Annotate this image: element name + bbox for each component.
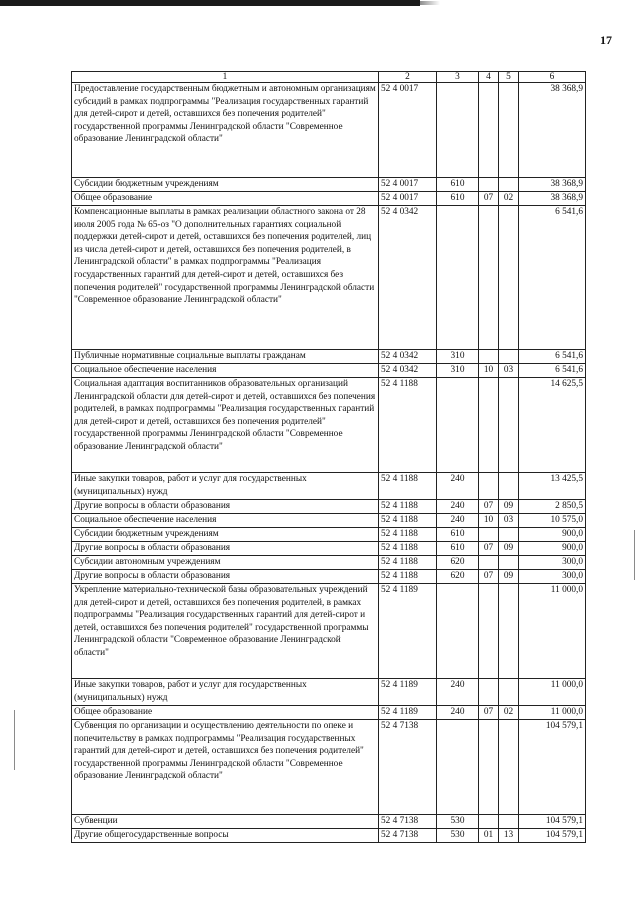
expense-name: Иные закупки товаров, работ и услуг для государственных (муниципальных) нужд <box>72 473 379 500</box>
amount-value: 6 541,6 <box>519 350 586 364</box>
amount-value: 11 000,0 <box>519 679 586 706</box>
subsection-code <box>499 815 519 829</box>
expense-name: Другие вопросы в области образования <box>72 570 379 584</box>
scan-margin-line <box>14 710 15 770</box>
section-code: 10 <box>479 514 499 528</box>
expense-name: Субсидии автономным учреждениям <box>72 556 379 570</box>
amount-value: 38 368,9 <box>519 178 586 192</box>
amount-value: 13 425,5 <box>519 473 586 500</box>
section-code: 01 <box>479 829 499 843</box>
expense-name: Субсидии бюджетным учреждениям <box>72 528 379 542</box>
expense-name: Общее образование <box>72 706 379 720</box>
section-code: 07 <box>479 542 499 556</box>
amount-value: 11 000,0 <box>519 584 586 679</box>
subsection-code <box>499 556 519 570</box>
expense-name: Другие общегосударственные вопросы <box>72 829 379 843</box>
column-header: 6 <box>519 72 586 83</box>
amount-value: 104 579,1 <box>519 720 586 815</box>
expense-name: Субвенции <box>72 815 379 829</box>
section-code <box>479 720 499 815</box>
target-article-code: 52 4 1188 <box>379 528 437 542</box>
section-code: 07 <box>479 500 499 514</box>
amount-value: 2 850,5 <box>519 500 586 514</box>
amount-value: 10 575,0 <box>519 514 586 528</box>
scan-edge-mark <box>0 0 420 6</box>
subsection-code: 09 <box>499 570 519 584</box>
subsection-code <box>499 528 519 542</box>
expense-name: Субвенция по организации и осуществлению деятельности по опеке и попечительству в рамках подпрограммы "Реализация государственных гарантий для детей-сирот и детей, оставшихся без попечения родителей" государственной программы Ленинградской области "Современное образование Ленинградской области" <box>72 720 379 815</box>
table-row <box>72 83 586 178</box>
column-header: 5 <box>499 72 519 83</box>
expense-type-code: 610 <box>437 178 479 192</box>
expense-type-code: 240 <box>437 679 479 706</box>
target-article-code: 52 4 7138 <box>379 720 437 815</box>
budget-table <box>71 71 586 843</box>
expense-name: Публичные нормативные социальные выплаты гражданам <box>72 350 379 364</box>
expense-type-code <box>437 378 479 473</box>
expense-name: Субсидии бюджетным учреждениям <box>72 178 379 192</box>
amount-value: 6 541,6 <box>519 206 586 350</box>
expense-type-code: 240 <box>437 500 479 514</box>
expense-name: Социальное обеспечение населения <box>72 514 379 528</box>
column-header: 3 <box>437 72 479 83</box>
target-article-code: 52 4 0017 <box>379 192 437 206</box>
subsection-code: 09 <box>499 542 519 556</box>
target-article-code: 52 4 1189 <box>379 679 437 706</box>
table-row <box>72 570 586 584</box>
subsection-code: 03 <box>499 364 519 378</box>
expense-name: Предоставление государственным бюджетным и автономным организациям субсидий в рамках подпрограммы "Реализация государственных гарантий для детей-сирот и детей, оставшихся без попечения родителей" государственной программы Ленинградской области "Современное образование Ленинградской области" <box>72 83 379 178</box>
amount-value: 38 368,9 <box>519 83 586 178</box>
expense-type-code <box>437 720 479 815</box>
amount-value: 104 579,1 <box>519 815 586 829</box>
subsection-code: 03 <box>499 514 519 528</box>
section-code <box>479 178 499 192</box>
subsection-code: 02 <box>499 706 519 720</box>
expense-type-code: 240 <box>437 514 479 528</box>
expense-name: Иные закупки товаров, работ и услуг для государственных (муниципальных) нужд <box>72 679 379 706</box>
target-article-code: 52 4 1188 <box>379 514 437 528</box>
expense-name: Социальная адаптация воспитанников образовательных организаций Ленинградской области для детей-сирот и детей, оставшихся без попечения родителей, в рамках подпрограммы "Реализация государственных гарантий для детей-сирот и детей, оставшихся без попечения родителей" государственной программы Ленинградской области "Современное образование Ленинградской области" <box>72 378 379 473</box>
section-code: 07 <box>479 570 499 584</box>
subsection-code: 09 <box>499 500 519 514</box>
section-code: 10 <box>479 364 499 378</box>
subsection-code: 02 <box>499 192 519 206</box>
table-row <box>72 528 586 542</box>
expense-type-code: 240 <box>437 706 479 720</box>
target-article-code: 52 4 1188 <box>379 500 437 514</box>
table-row <box>72 829 586 843</box>
target-article-code: 52 4 0017 <box>379 178 437 192</box>
table-row <box>72 720 586 815</box>
table-header-row <box>72 72 586 83</box>
table-row <box>72 178 586 192</box>
table-row <box>72 556 586 570</box>
section-code <box>479 556 499 570</box>
table-row <box>72 706 586 720</box>
expense-type-code: 530 <box>437 815 479 829</box>
expense-type-code <box>437 206 479 350</box>
expense-type-code: 610 <box>437 528 479 542</box>
page-number: 17 <box>600 33 612 47</box>
target-article-code: 52 4 1189 <box>379 584 437 679</box>
amount-value: 104 579,1 <box>519 829 586 843</box>
section-code <box>479 679 499 706</box>
section-code <box>479 815 499 829</box>
expense-name: Социальное обеспечение населения <box>72 364 379 378</box>
scan-edge-mark-fade <box>400 1 440 5</box>
subsection-code <box>499 679 519 706</box>
scan-margin-line <box>634 530 635 580</box>
target-article-code: 52 4 1188 <box>379 570 437 584</box>
amount-value: 14 625,5 <box>519 378 586 473</box>
column-header: 2 <box>379 72 437 83</box>
target-article-code: 52 4 0342 <box>379 350 437 364</box>
target-article-code: 52 4 0342 <box>379 364 437 378</box>
expense-type-code: 310 <box>437 350 479 364</box>
section-code <box>479 206 499 350</box>
section-code <box>479 350 499 364</box>
section-code <box>479 584 499 679</box>
table-row <box>72 679 586 706</box>
expense-type-code: 610 <box>437 192 479 206</box>
target-article-code: 52 4 1188 <box>379 473 437 500</box>
target-article-code: 52 4 0017 <box>379 83 437 178</box>
section-code: 07 <box>479 192 499 206</box>
table-row <box>72 350 586 364</box>
section-code <box>479 473 499 500</box>
subsection-code <box>499 206 519 350</box>
expense-name: Общее образование <box>72 192 379 206</box>
table-row <box>72 584 586 679</box>
subsection-code <box>499 473 519 500</box>
target-article-code: 52 4 1189 <box>379 706 437 720</box>
target-article-code: 52 4 1188 <box>379 542 437 556</box>
column-header: 4 <box>479 72 499 83</box>
target-article-code: 52 4 7138 <box>379 815 437 829</box>
section-code <box>479 528 499 542</box>
table-row <box>72 364 586 378</box>
expense-name: Другие вопросы в области образования <box>72 542 379 556</box>
target-article-code: 52 4 7138 <box>379 829 437 843</box>
expense-type-code <box>437 83 479 178</box>
section-code: 07 <box>479 706 499 720</box>
expense-name: Компенсационные выплаты в рамках реализации областного закона от 28 июля 2005 года № 65-оз "О дополнительных гарантиях социальной поддержки детей-сирот и детей, оставшихся без попечения родителей, лиц из числа детей-сирот и детей, оставшихся без попечения родителей, в Ленинградской области" в рамках подпрограммы "Реализация государственных гарантий для детей-сирот и детей, оставшихся без попечения родителей" государственной программы Ленинградской области "Современное образование Ленинградской области" <box>72 206 379 350</box>
subsection-code <box>499 378 519 473</box>
amount-value: 300,0 <box>519 570 586 584</box>
table-row <box>72 206 586 350</box>
subsection-code <box>499 83 519 178</box>
table-row <box>72 514 586 528</box>
section-code <box>479 83 499 178</box>
target-article-code: 52 4 0342 <box>379 206 437 350</box>
amount-value: 6 541,6 <box>519 364 586 378</box>
table-row <box>72 815 586 829</box>
amount-value: 900,0 <box>519 542 586 556</box>
amount-value: 300,0 <box>519 556 586 570</box>
target-article-code: 52 4 1188 <box>379 556 437 570</box>
column-header: 1 <box>72 72 379 83</box>
subsection-code: 13 <box>499 829 519 843</box>
subsection-code <box>499 350 519 364</box>
expense-type-code: 310 <box>437 364 479 378</box>
expense-name: Другие вопросы в области образования <box>72 500 379 514</box>
amount-value: 38 368,9 <box>519 192 586 206</box>
expense-type-code: 620 <box>437 556 479 570</box>
subsection-code <box>499 584 519 679</box>
target-article-code: 52 4 1188 <box>379 378 437 473</box>
table-row <box>72 192 586 206</box>
amount-value: 900,0 <box>519 528 586 542</box>
expense-type-code: 610 <box>437 542 479 556</box>
section-code <box>479 378 499 473</box>
expense-type-code: 530 <box>437 829 479 843</box>
table-row <box>72 378 586 473</box>
amount-value: 11 000,0 <box>519 706 586 720</box>
table-row <box>72 542 586 556</box>
subsection-code <box>499 720 519 815</box>
table-row <box>72 500 586 514</box>
expense-type-code <box>437 584 479 679</box>
subsection-code <box>499 178 519 192</box>
table-row <box>72 473 586 500</box>
expense-type-code: 620 <box>437 570 479 584</box>
expense-name: Укрепление материально-технической базы образовательных учреждений для детей-сирот и детей, оставшихся без попечения родителей, в рамках подпрограммы "Реализация государственных гарантий для детей-сирот и детей, оставшихся без попечения родителей" государственной программы Ленинградской области "Современное образование Ленинградской области" <box>72 584 379 679</box>
expense-type-code: 240 <box>437 473 479 500</box>
